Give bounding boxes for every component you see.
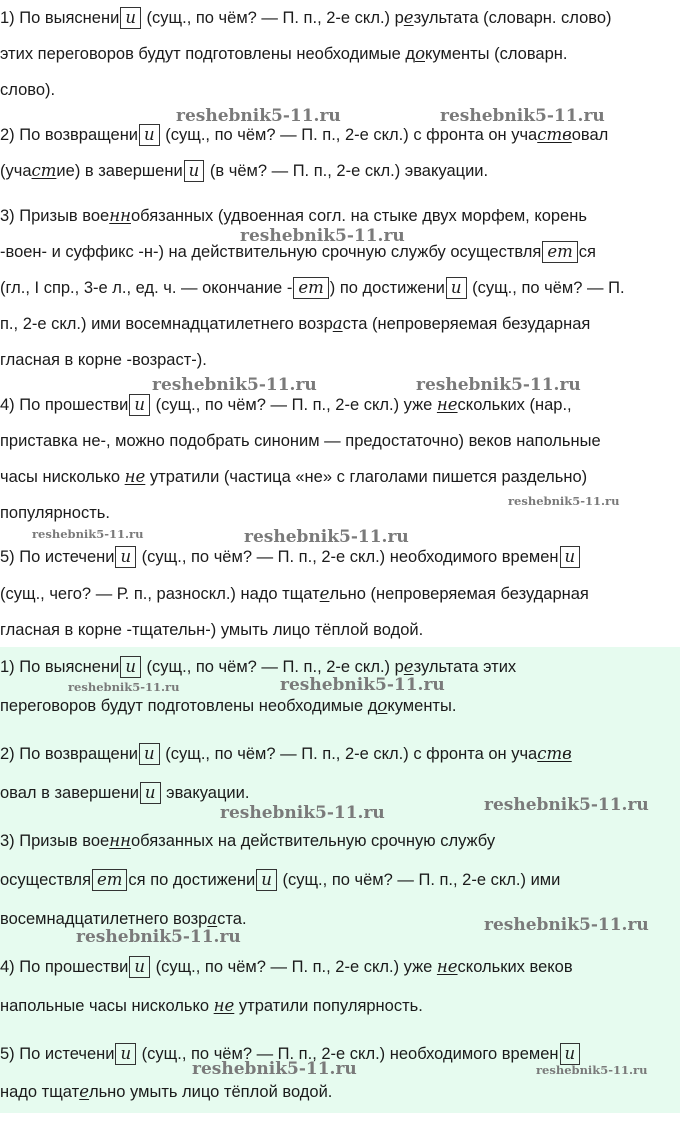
analysis-line-13: часы нисколько не утратили (частица «не» с глаголами пишется раздельно) bbox=[0, 467, 588, 486]
answer-line-2: переговоров будут подготовлены необходимые документы. bbox=[0, 696, 457, 715]
watermark: reshebnik5-11.ru bbox=[240, 226, 405, 246]
watermark: reshebnik5-11.ru bbox=[32, 527, 144, 541]
watermark: reshebnik5-11.ru bbox=[508, 494, 620, 508]
particle-mark: не bbox=[124, 467, 146, 486]
analysis-line-6: 3) Призыв военнобязанных (удвоенная согл. на стыке двух морфем, корень bbox=[0, 206, 587, 225]
ending-box: и bbox=[115, 546, 136, 568]
ending-box: и bbox=[446, 277, 467, 299]
analysis-line-7: -воен- и суффикс -н-) на действительную срочную службу осуществля ет ся bbox=[0, 242, 596, 261]
analysis-line-14: популярность. bbox=[0, 504, 110, 522]
watermark: reshebnik5-11.ru bbox=[440, 106, 605, 126]
ending-box: и bbox=[129, 394, 150, 416]
analysis-line-1: 1) По выяснени и (сущ., по чём? — П. п., 2-е скл.) результата (словарн. слово) bbox=[0, 8, 612, 27]
morpheme-mark: ст bbox=[31, 161, 57, 180]
ending-box: и bbox=[560, 1043, 581, 1065]
ending-box: ет bbox=[92, 869, 127, 891]
watermark: reshebnik5-11.ru bbox=[192, 1059, 357, 1079]
answer-line-5: 3) Призыв военнобязанных на действительную срочную службу bbox=[0, 831, 496, 850]
ending-box: и bbox=[129, 956, 150, 978]
analysis-line-12: приставка не-, можно подобрать синоним — предостаточно) веков напольные bbox=[0, 432, 601, 450]
watermark: reshebnik5-11.ru bbox=[244, 527, 409, 547]
ending-box: и bbox=[120, 656, 141, 678]
ending-box: и bbox=[139, 743, 160, 765]
analysis-line-5: (участие) в завершени и (в чём? — П. п., 2-е скл.) эвакуации. bbox=[0, 161, 489, 180]
ending-box: и bbox=[139, 124, 160, 146]
analysis-line-17: гласная в корне -тщательн-) умыть лицо тёплой водой. bbox=[0, 621, 424, 639]
answer-line-6: осуществля ет ся по достижени и (сущ., по чём? — П. п., 2-е скл.) ими bbox=[0, 870, 561, 889]
prefix-mark: не bbox=[436, 957, 458, 976]
double-consonant-mark: нн bbox=[109, 831, 131, 850]
answer-line-1: 1) По выяснени и (сущ., по чём? — П. п., 2-е скл.) результата этих bbox=[0, 657, 517, 676]
watermark: reshebnik5-11.ru bbox=[416, 375, 581, 395]
analysis-line-10: гласная в корне -возраст-). bbox=[0, 351, 207, 369]
answer-line-9: напольные часы нисколько не утратили популярность. bbox=[0, 996, 423, 1015]
answer-line-7: восемнадцатилетнего возраста. bbox=[0, 909, 247, 928]
answer-line-11: надо тщательно умыть лицо тёплой водой. bbox=[0, 1082, 333, 1101]
analysis-line-15: 5) По истечени и (сущ., по чём? — П. п., 2-е скл.) необходимого времен и bbox=[0, 545, 680, 569]
vowel-mark: е bbox=[319, 584, 330, 603]
ending-box: ет bbox=[293, 277, 328, 299]
prefix-mark: не bbox=[436, 395, 458, 414]
watermark: reshebnik5-11.ru bbox=[484, 795, 649, 815]
vowel-mark: е bbox=[403, 8, 414, 27]
watermark: reshebnik5-11.ru bbox=[76, 927, 241, 947]
analysis-line-2: этих переговоров будут подготовлены необходимые документы (словарн. bbox=[0, 44, 568, 63]
vowel-mark: о bbox=[415, 44, 425, 63]
watermark: reshebnik5-11.ru bbox=[68, 680, 180, 694]
watermark: reshebnik5-11.ru bbox=[152, 375, 317, 395]
answer-line-10: 5) По истечени и (сущ., по чём? — П. п., 2-е скл.) необходимого времен и bbox=[0, 1042, 680, 1066]
watermark: reshebnik5-11.ru bbox=[220, 803, 385, 823]
answer-line-3: 2) По возвращени и (сущ., по чём? — П. п., 2-е скл.) с фронта он участв bbox=[0, 744, 572, 763]
vowel-mark: е bbox=[403, 657, 414, 676]
watermark: reshebnik5-11.ru bbox=[484, 915, 649, 935]
analysis-line-3: слово). bbox=[0, 81, 56, 99]
analysis-line-11: 4) По прошестви и (сущ., по чём? — П. п., 2-е скл.) уже нескольких (нар., bbox=[0, 395, 572, 414]
vowel-mark: а bbox=[207, 909, 218, 928]
vowel-mark: о bbox=[377, 696, 388, 715]
particle-mark: не bbox=[213, 996, 235, 1015]
ending-box: и bbox=[256, 869, 277, 891]
ending-box: и bbox=[140, 782, 161, 804]
ending-box: и bbox=[184, 160, 205, 182]
double-consonant-mark: нн bbox=[109, 206, 131, 225]
watermark: reshebnik5-11.ru bbox=[280, 675, 445, 695]
vowel-mark: а bbox=[332, 314, 343, 333]
answer-line-8: 4) По прошестви и (сущ., по чём? — П. п., 2-е скл.) уже нескольких веков bbox=[0, 957, 573, 976]
morpheme-mark: ств bbox=[537, 125, 572, 144]
ending-box: ет bbox=[542, 241, 577, 263]
ending-box: и bbox=[115, 1043, 136, 1065]
analysis-line-4: 2) По возвращени и (сущ., по чём? — П. п., 2-е скл.) с фронта он участвовал bbox=[0, 125, 609, 144]
vowel-mark: е bbox=[79, 1082, 89, 1101]
ending-box: и bbox=[120, 7, 141, 29]
watermark: reshebnik5-11.ru bbox=[176, 106, 341, 126]
analysis-line-8: (гл., I спр., 3-е л., ед. ч. — окончание - ет ) по достижени и (сущ., по чём? — П. bbox=[0, 278, 625, 297]
analysis-line-16: (сущ., чего? — Р. п., разноскл.) надо тщательно (непроверяемая безударная bbox=[0, 584, 589, 603]
answer-line-4: овал в завершени и эвакуации. bbox=[0, 783, 250, 802]
ending-box: и bbox=[560, 546, 581, 568]
watermark: reshebnik5-11.ru bbox=[536, 1063, 648, 1077]
morpheme-mark: ств bbox=[537, 744, 572, 763]
analysis-line-9: п., 2-е скл.) ими восемнадцатилетнего возраста (непроверяемая безударная bbox=[0, 314, 591, 333]
